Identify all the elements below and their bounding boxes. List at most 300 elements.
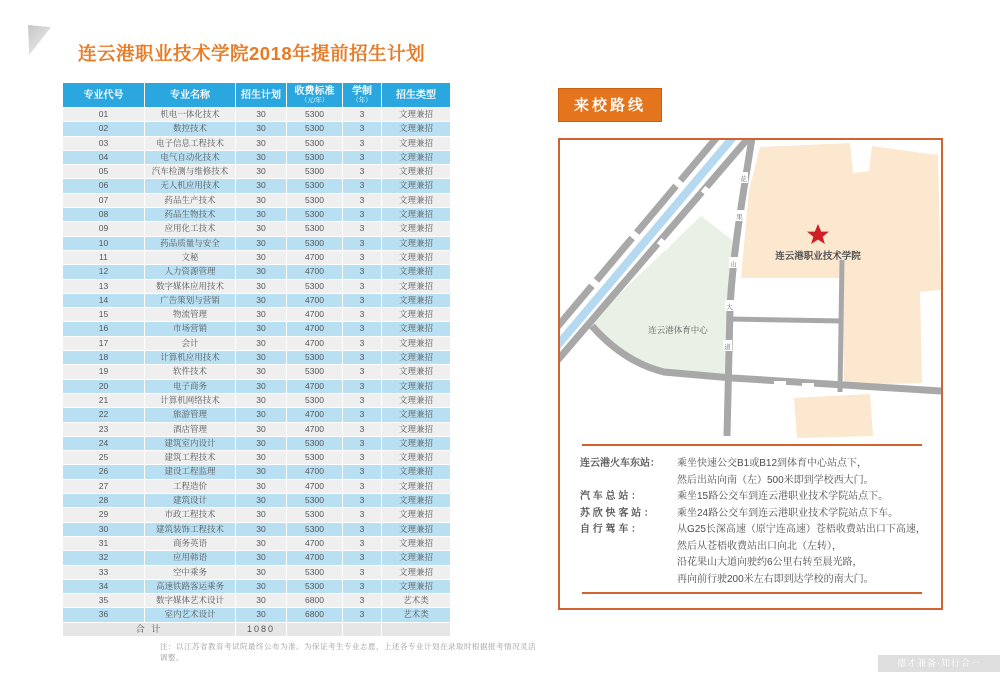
table-cell: 市场营销: [145, 322, 236, 336]
table-cell: 文理兼招: [382, 436, 451, 450]
table-cell: 04: [63, 150, 145, 164]
table-cell: 3: [343, 265, 382, 279]
table-cell: 文理兼招: [382, 451, 451, 465]
table-cell: 01: [63, 108, 145, 122]
table-cell: 12: [63, 265, 145, 279]
direction-label: 苏 欣 快 客 站 ：: [580, 507, 654, 519]
direction-line: 乘坐15路公交车到连云港职业技术学院站点下。: [677, 491, 889, 502]
direction-item: [580, 489, 928, 506]
table-cell: 3: [343, 193, 382, 207]
campus-area-south: [794, 394, 873, 438]
table-cell: 30: [236, 150, 287, 164]
table-row: [63, 165, 451, 179]
table-cell: 建筑装饰工程技术: [145, 522, 236, 536]
table-cell: 32: [63, 551, 145, 565]
table-cell: 工程造价: [145, 479, 236, 493]
table-cell: 30: [236, 222, 287, 236]
table-cell: 文理兼招: [382, 393, 451, 407]
total-empty-cell: [343, 622, 382, 636]
table-cell: 3: [343, 208, 382, 222]
table-cell: 6800: [287, 594, 343, 608]
direction-item: [580, 456, 928, 489]
table-cell: 高速铁路客运乘务: [145, 579, 236, 593]
table-row: [63, 422, 451, 436]
table-cell: 3: [343, 165, 382, 179]
table-cell: 30: [236, 336, 287, 350]
table-cell: 4700: [287, 379, 343, 393]
table-cell: 3: [343, 250, 382, 264]
table-cell: 24: [63, 436, 145, 450]
table-cell: 4700: [287, 308, 343, 322]
table-row: [63, 322, 451, 336]
table-cell: 3: [343, 465, 382, 479]
table-cell: 3: [343, 494, 382, 508]
table-row: [63, 108, 451, 122]
table-cell: 药品质量与安全: [145, 236, 236, 250]
table-cell: 31: [63, 536, 145, 550]
table-cell: 室内艺术设计: [145, 608, 236, 622]
table-cell: 30: [236, 579, 287, 593]
table-cell: 人力资源管理: [145, 265, 236, 279]
table-cell: 5300: [287, 136, 343, 150]
table-cell: 18: [63, 351, 145, 365]
table-cell: 30: [236, 193, 287, 207]
table-row: [63, 208, 451, 222]
table-cell: 5300: [287, 393, 343, 407]
table-cell: 3: [343, 136, 382, 150]
table-cell: 30: [236, 565, 287, 579]
table-cell: 应用韩语: [145, 551, 236, 565]
table-cell: 3: [343, 451, 382, 465]
table-row: [63, 594, 451, 608]
table-cell: 5300: [287, 365, 343, 379]
table-row: [63, 379, 451, 393]
table-cell: 30: [236, 465, 287, 479]
table-cell: 3: [343, 393, 382, 407]
table-cell: 28: [63, 494, 145, 508]
table-row: [63, 579, 451, 593]
table-cell: 文理兼招: [382, 265, 451, 279]
table-cell: 3: [343, 551, 382, 565]
table-cell: 30: [236, 408, 287, 422]
table-cell: 30: [236, 379, 287, 393]
route-heading: 来校路线: [558, 88, 662, 122]
table-cell: 文理兼招: [382, 351, 451, 365]
table-cell: 29: [63, 508, 145, 522]
table-cell: 数字媒体艺术设计: [145, 594, 236, 608]
table-cell: 计算机网络技术: [145, 393, 236, 407]
direction-line: 再向前行驶200米左右即到达学校的南大门。: [677, 573, 874, 585]
table-cell: 文理兼招: [382, 522, 451, 536]
table-note: 注：以江苏省教育考试院最终公布为准。为保证考生专业志愿，上述各专业计划在录取时根据报考情况灵活调整。: [160, 642, 536, 662]
table-cell: 30: [236, 179, 287, 193]
table-cell: 文理兼招: [382, 565, 451, 579]
school-label: 连云港职业技术学院: [775, 251, 861, 262]
table-cell: 文理兼招: [382, 508, 451, 522]
table-cell: 3: [343, 536, 382, 550]
table-cell: 3: [343, 436, 382, 450]
table-cell: 14: [63, 293, 145, 307]
table-row: [63, 222, 451, 236]
table-cell: 3: [343, 336, 382, 350]
table-cell: 文理兼招: [382, 279, 451, 293]
table-row: [63, 551, 451, 565]
table-cell: 30: [236, 522, 287, 536]
table-cell: 文理兼招: [382, 408, 451, 422]
table-row: [63, 536, 451, 550]
direction-line: 从G25长深高速（原宁连高速）苍梧收费站出口下高速，: [677, 524, 926, 535]
table-cell: 文理兼招: [382, 179, 451, 193]
sports-center-label: 连云港体育中心: [648, 325, 708, 335]
page-title: 连云港职业技术学院2018年提前招生计划: [78, 43, 426, 64]
table-cell: 30: [236, 594, 287, 608]
table-cell: 34: [63, 579, 145, 593]
table-cell: 5300: [287, 351, 343, 365]
table-cell: 3: [343, 236, 382, 250]
table-cell: 30: [236, 279, 287, 293]
table-cell: 17: [63, 336, 145, 350]
table-cell: 30: [63, 522, 145, 536]
table-cell: 3: [343, 579, 382, 593]
table-cell: 3: [343, 122, 382, 136]
table-cell: 4700: [287, 293, 343, 307]
directions: [580, 456, 928, 588]
table-cell: 艺术类: [382, 608, 451, 622]
svg-text:果: 果: [736, 214, 743, 221]
table-cell: 药品生物技术: [145, 208, 236, 222]
table-row: [63, 608, 451, 622]
corner-triangle-decoration: [28, 25, 51, 55]
table-cell: 03: [63, 136, 145, 150]
table-cell: 3: [343, 222, 382, 236]
table-cell: 3: [343, 179, 382, 193]
table-cell: 16: [63, 322, 145, 336]
table-cell: 11: [63, 250, 145, 264]
table-cell: 27: [63, 479, 145, 493]
table-header-cell: 招生计划: [236, 83, 287, 108]
direction-line: 然后从苍梧收费站出口向北（左转），: [677, 540, 842, 552]
table-cell: 4700: [287, 536, 343, 550]
table-cell: 文理兼招: [382, 465, 451, 479]
table-row: [63, 179, 451, 193]
table-cell: 3: [343, 422, 382, 436]
table-cell: 3: [343, 565, 382, 579]
table-cell: 3: [343, 479, 382, 493]
table-cell: 5300: [287, 193, 343, 207]
campus-map: [560, 140, 941, 440]
table-cell: 10: [63, 236, 145, 250]
table-cell: 30: [236, 451, 287, 465]
table-cell: 5300: [287, 522, 343, 536]
table-row: [63, 408, 451, 422]
table-cell: 机电一体化技术: [145, 108, 236, 122]
table-cell: 30: [236, 322, 287, 336]
directions-divider-top: [582, 444, 922, 446]
table-header-cell: 专业代号: [63, 83, 145, 108]
table-row: [63, 351, 451, 365]
table-cell: 30: [236, 351, 287, 365]
table-cell: 电子信息工程技术: [145, 136, 236, 150]
total-label: 合 计: [63, 622, 236, 636]
table-cell: 5300: [287, 179, 343, 193]
table-cell: 08: [63, 208, 145, 222]
table-header-cell: 招生类型: [382, 83, 451, 108]
table-cell: 药品生产技术: [145, 193, 236, 207]
table-cell: 4700: [287, 408, 343, 422]
table-cell: 4700: [287, 265, 343, 279]
table-cell: 6800: [287, 608, 343, 622]
table-cell: 13: [63, 279, 145, 293]
table-cell: 05: [63, 165, 145, 179]
table-cell: 5300: [287, 508, 343, 522]
table-cell: 02: [63, 122, 145, 136]
direction-lines: [677, 506, 928, 523]
table-cell: 33: [63, 565, 145, 579]
table-cell: 30: [236, 436, 287, 450]
table-cell: 4700: [287, 465, 343, 479]
table-cell: 30: [236, 250, 287, 264]
direction-line: 然后出站向南（左）500米即到学校西大门。: [677, 474, 874, 486]
table-cell: 30: [236, 365, 287, 379]
direction-lines: [677, 522, 928, 588]
table-cell: 文理兼招: [382, 222, 451, 236]
table-cell: 5300: [287, 436, 343, 450]
table-row: [63, 436, 451, 450]
table-cell: 文秘: [145, 250, 236, 264]
table-cell: 文理兼招: [382, 536, 451, 550]
direction-label: 自 行 驾 车 ：: [580, 524, 642, 535]
table-cell: 30: [236, 494, 287, 508]
table-cell: 商务英语: [145, 536, 236, 550]
table-cell: 4700: [287, 422, 343, 436]
svg-text:道: 道: [724, 344, 731, 351]
road-east-vertical: [840, 260, 842, 392]
directions-divider-bottom: [582, 592, 922, 594]
table-row: [63, 122, 451, 136]
table-cell: 3: [343, 522, 382, 536]
table-cell: 建筑工程技术: [145, 451, 236, 465]
table-cell: 软件技术: [145, 365, 236, 379]
table-cell: 酒店管理: [145, 422, 236, 436]
table-cell: 文理兼招: [382, 250, 451, 264]
table-row: [63, 494, 451, 508]
table-cell: 文理兼招: [382, 193, 451, 207]
table-cell: 无人机应用技术: [145, 179, 236, 193]
table-cell: 30: [236, 422, 287, 436]
road-huaguoshan-avenue: [727, 140, 752, 436]
table-cell: 30: [236, 265, 287, 279]
table-cell: 30: [236, 293, 287, 307]
table-cell: 广告策划与营销: [145, 293, 236, 307]
table-cell: 文理兼招: [382, 308, 451, 322]
total-empty-cell: [287, 622, 343, 636]
enrollment-table: [62, 82, 451, 637]
table-row: [63, 193, 451, 207]
table-cell: 25: [63, 451, 145, 465]
table-row: [63, 365, 451, 379]
table-cell: 30: [236, 551, 287, 565]
table-cell: 4700: [287, 322, 343, 336]
table-cell: 文理兼招: [382, 479, 451, 493]
table-cell: 市政工程技术: [145, 508, 236, 522]
table-cell: 09: [63, 222, 145, 236]
table-row: [63, 265, 451, 279]
table-cell: 文理兼招: [382, 136, 451, 150]
table-cell: 30: [236, 508, 287, 522]
table-cell: 电气自动化技术: [145, 150, 236, 164]
table-cell: 3: [343, 365, 382, 379]
table-cell: 5300: [287, 236, 343, 250]
table-cell: 文理兼招: [382, 336, 451, 350]
direction-item: [580, 522, 928, 588]
direction-line: 乘坐24路公交车到连云港职业技术学院站点下车。: [677, 507, 899, 519]
table-cell: 文理兼招: [382, 150, 451, 164]
table-cell: 3: [343, 322, 382, 336]
direction-item: [580, 506, 928, 523]
svg-text:山: 山: [730, 261, 737, 268]
table-cell: 15: [63, 308, 145, 322]
table-cell: 数控技术: [145, 122, 236, 136]
table-cell: 30: [236, 165, 287, 179]
direction-lines: [677, 456, 928, 489]
table-cell: 文理兼招: [382, 165, 451, 179]
table-cell: 21: [63, 393, 145, 407]
table-cell: 3: [343, 351, 382, 365]
table-cell: 4700: [287, 250, 343, 264]
table-cell: 文理兼招: [382, 208, 451, 222]
total-empty-cell: [382, 622, 451, 636]
table-cell: 5300: [287, 150, 343, 164]
motto-badge: 德才兼备·知行合一: [878, 655, 1000, 672]
table-row: [63, 451, 451, 465]
table-row: [63, 150, 451, 164]
svg-text:花: 花: [740, 176, 747, 183]
table-cell: 3: [343, 408, 382, 422]
table-row: [63, 308, 451, 322]
table-cell: 23: [63, 422, 145, 436]
table-cell: 5300: [287, 165, 343, 179]
table-row: [63, 136, 451, 150]
table-cell: 计算机应用技术: [145, 351, 236, 365]
direction-line: 乘坐快速公交B1或B12到体育中心站点下，: [677, 458, 868, 469]
table-header-cell: 收费标准 （元/年）: [287, 83, 343, 108]
table-cell: 文理兼招: [382, 379, 451, 393]
table-cell: 30: [236, 479, 287, 493]
table-cell: 文理兼招: [382, 422, 451, 436]
table-header-cell: 专业名称: [145, 83, 236, 108]
table-header-row: [63, 83, 451, 108]
table-cell: 3: [343, 308, 382, 322]
table-cell: 07: [63, 193, 145, 207]
road-east-connector: [730, 319, 843, 321]
table-cell: 5300: [287, 451, 343, 465]
table-cell: 30: [236, 536, 287, 550]
table-cell: 文理兼招: [382, 579, 451, 593]
table-row: [63, 293, 451, 307]
table-cell: 文理兼招: [382, 293, 451, 307]
table-cell: 3: [343, 594, 382, 608]
table-cell: 3: [343, 108, 382, 122]
table-cell: 文理兼招: [382, 365, 451, 379]
table-cell: 20: [63, 379, 145, 393]
table-cell: 汽车检测与维修技术: [145, 165, 236, 179]
table-cell: 3: [343, 279, 382, 293]
table-cell: 5300: [287, 579, 343, 593]
table-cell: 5300: [287, 565, 343, 579]
direction-line: 沿花果山大道向驶约6公里右转至晨光路，: [677, 557, 863, 568]
table-cell: 4700: [287, 551, 343, 565]
direction-label: 连云港火车东站：: [580, 458, 660, 469]
table-cell: 5300: [287, 279, 343, 293]
table-row: [63, 479, 451, 493]
table-cell: 文理兼招: [382, 322, 451, 336]
table-row: [63, 279, 451, 293]
total-value: 1080: [236, 622, 287, 636]
table-cell: 文理兼招: [382, 494, 451, 508]
table-cell: 数字媒体应用技术: [145, 279, 236, 293]
table-body: [63, 108, 451, 637]
table-cell: 艺术类: [382, 594, 451, 608]
table-cell: 30: [236, 108, 287, 122]
table-cell: 建设工程监理: [145, 465, 236, 479]
table-cell: 3: [343, 150, 382, 164]
table-cell: 19: [63, 365, 145, 379]
table-cell: 22: [63, 408, 145, 422]
table-cell: 4700: [287, 479, 343, 493]
table-cell: 文理兼招: [382, 108, 451, 122]
table-cell: 30: [236, 236, 287, 250]
table-row: [63, 465, 451, 479]
table-cell: 文理兼招: [382, 551, 451, 565]
total-row: [63, 622, 451, 636]
table-header-cell: 学制 （年）: [343, 83, 382, 108]
table-row: [63, 565, 451, 579]
table-cell: 5300: [287, 494, 343, 508]
table-cell: 空中乘务: [145, 565, 236, 579]
table-cell: 物流管理: [145, 308, 236, 322]
table-cell: 建筑设计: [145, 494, 236, 508]
table-cell: 30: [236, 608, 287, 622]
table-cell: 5300: [287, 108, 343, 122]
table-cell: 5300: [287, 222, 343, 236]
table-cell: 4700: [287, 336, 343, 350]
table-cell: 26: [63, 465, 145, 479]
table-cell: 3: [343, 608, 382, 622]
table-cell: 30: [236, 208, 287, 222]
table-cell: 文理兼招: [382, 236, 451, 250]
svg-text:大: 大: [726, 304, 733, 311]
table-cell: 电子商务: [145, 379, 236, 393]
table-cell: 30: [236, 308, 287, 322]
route-box: [558, 138, 943, 610]
table-cell: 30: [236, 136, 287, 150]
table-cell: 会计: [145, 336, 236, 350]
table-cell: 5300: [287, 122, 343, 136]
table-cell: 3: [343, 508, 382, 522]
table-row: [63, 508, 451, 522]
table-row: [63, 393, 451, 407]
table-cell: 旅游管理: [145, 408, 236, 422]
table-cell: 06: [63, 179, 145, 193]
table-cell: 5300: [287, 208, 343, 222]
table-cell: 36: [63, 608, 145, 622]
table-row: [63, 236, 451, 250]
table-row: [63, 250, 451, 264]
direction-lines: [677, 489, 928, 506]
table-cell: 3: [343, 293, 382, 307]
table-cell: 应用化工技术: [145, 222, 236, 236]
table-cell: 建筑室内设计: [145, 436, 236, 450]
